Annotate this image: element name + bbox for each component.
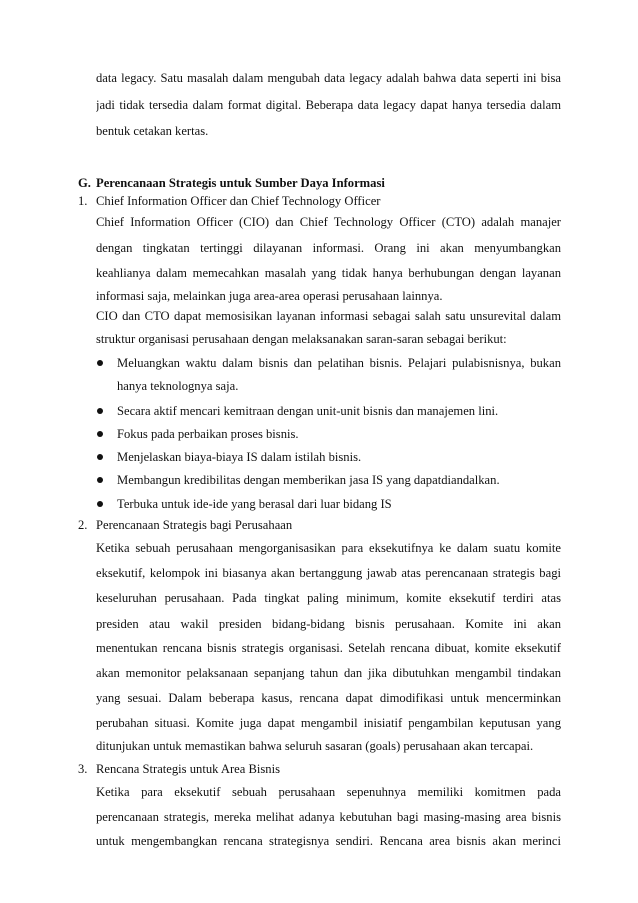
paragraph-line: presiden atau wakil presiden bidang-bidang bisnis perusahaan. Komite ini akan [96,617,561,631]
paragraph-line: struktur organisasi perusahaan dengan melaksanakan saran-saran sebagai berikut: [96,332,507,346]
item-title: Perencanaan Strategis bagi Perusahaan [96,518,293,532]
intro-line: data legacy. Satu masalah dalam mengubah data legacy adalah bahwa data seperti ini bisa [96,71,561,85]
item-title: Chief Information Officer dan Chief Technology Officer [96,194,381,208]
paragraph-line: keahlianya dalam memecahkan masalah yang tidak hanya berhubungan dengan layanan [96,266,561,280]
bullet-icon [97,408,103,414]
bullet-text: Terbuka untuk ide-ide yang berasal dari luar bidang IS [117,497,392,511]
bullet-text: Meluangkan waktu dalam bisnis dan pelatihan bisnis. Pelajari pulabisnisnya, bukan [117,356,561,370]
item-number: 3. [78,762,88,776]
bullet-text: Membangun kredibilitas dengan memberikan jasa IS yang dapatdiandalkan. [117,473,500,487]
bullet-text: hanya teknolognya saja. [117,379,239,393]
intro-line: jadi tidak tersedia dalam format digital. Beberapa data legacy dapat hanya tersedia dalam [96,98,561,112]
paragraph-line: eksekutif, kelompok ini biasanya akan bertanggung jawab atas perencanaan strategis bagi [96,566,561,580]
paragraph-line: informasi saja, melainkan juga area-area operasi perusahaan lainnya. [96,289,443,303]
paragraph-line: perubahan situasi. Komite juga dapat mengambil inisiatif pengambilan keputusan yang [96,716,561,730]
paragraph-line: menentukan rencana bisnis strategis organisasi. Setelah rencana dibuat, komite eksekutif [96,641,561,655]
paragraph-line: Chief Information Officer (CIO) dan Chief Technology Officer (CTO) adalah manajer [96,215,561,229]
intro-line: bentuk cetakan kertas. [96,124,209,138]
paragraph-line: CIO dan CTO dapat memosisikan layanan informasi sebagai salah satu unsurevital dalam [96,309,561,323]
item-title: Rencana Strategis untuk Area Bisnis [96,762,280,776]
bullet-text: Menjelaskan biaya-biaya IS dalam istilah bisnis. [117,450,362,464]
bullet-text: Secara aktif mencari kemitraan dengan unit-unit bisnis dan manajemen lini. [117,404,499,418]
bullet-text: Fokus pada perbaikan proses bisnis. [117,427,299,441]
paragraph-line: perencanaan strategis, mereka melihat adanya kebutuhan bagi masing-masing area bisnis [96,810,561,824]
paragraph-line: Ketika sebuah perusahaan mengorganisasikan para eksekutifnya ke dalam suatu komite [96,541,561,555]
paragraph-line: akan memonitor pelaksanaan sepanjang tahun dan jika dibutuhkan mengambil tindakan [96,666,561,680]
bullet-icon [97,360,103,366]
section-title: Perencanaan Strategis untuk Sumber Daya Informasi [96,176,385,190]
paragraph-line: ditunjukan untuk memastikan bahwa seluruh sasaran (goals) perusahaan akan tercapai. [96,739,534,753]
section-marker: G. [78,176,91,190]
paragraph-line: keseluruhan perusahaan. Pada tingkat paling minimum, komite eksekutif terdiri atas [96,591,561,605]
bullet-icon [97,477,103,483]
bullet-icon [97,431,103,437]
paragraph-line: Ketika para eksekutif sebuah perusahaan sepenuhnya memiliki komitmen pada [96,785,561,799]
bullet-icon [97,454,103,460]
item-number: 1. [78,194,88,208]
item-number: 2. [78,518,88,532]
paragraph-line: untuk mengembangkan rencana strategisnya sendiri. Rencana area bisnis akan merinci [96,834,561,848]
bullet-icon [97,501,103,507]
paragraph-line: dengan tingkatan tertinggi dilayanan informasi. Orang ini akan menyumbangkan [96,241,561,255]
paragraph-line: yang sesuai. Dalam beberapa kasus, rencana dapat dimodifikasi untuk mencerminkan [96,691,561,705]
